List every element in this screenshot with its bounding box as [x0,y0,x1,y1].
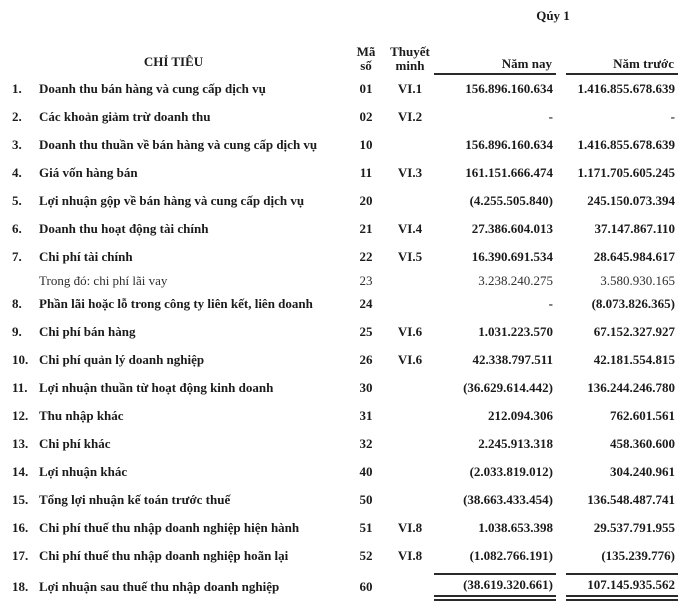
row-number: 11. [12,380,28,395]
row-current-value: 212.094.306 [488,408,553,423]
col-header-nam-truoc-label: Năm trước [566,56,678,75]
row-code: 52 [359,548,373,563]
table-row [1,290,678,318]
table-row [1,103,678,131]
row-label: Trong đó: chi phí lãi vay [39,272,168,288]
row-current-value: 1.031.223.570 [478,324,553,339]
row-prior-value: (8.073.826.365) [591,296,675,311]
row-note [386,430,434,458]
table-subrow-interest-expense [1,271,678,290]
total-current-value: (38.619.320.661) [434,573,556,601]
row-note [386,570,434,604]
row-prior-value: 28.645.984.617 [593,249,675,264]
table-row [1,374,678,402]
row-note: VI.2 [397,109,423,124]
row-current-value: 3.238.240.275 [478,272,553,288]
table-row [1,187,678,215]
table-row [1,458,678,486]
table-row [1,131,678,159]
col-header-nam-nay [434,28,556,75]
row-note: VI.4 [397,221,423,236]
row-current-value: (1.082.766.191) [469,548,553,563]
row-prior-value: 1.416.855.678.639 [577,81,675,96]
row-label: Chi phí thuế thu nhập doanh nghiệp hiện hành [39,520,300,535]
row-prior-value [556,570,678,604]
row-note: VI.3 [397,165,423,180]
row-code: 10 [359,137,373,152]
col-header-ma: Mã [356,44,376,59]
row-code: 22 [359,249,373,264]
row-current-value [434,570,556,604]
row-note: VI.6 [397,352,423,367]
row-code: 31 [359,408,373,423]
row-label: Lợi nhuận thuần từ hoạt động kinh doanh [39,380,274,395]
row-current-value: (2.033.819.012) [469,464,553,479]
table-row [1,514,678,542]
row-code: 25 [359,324,373,339]
row-note [386,458,434,486]
row-prior-value: 29.537.791.955 [593,520,675,535]
col-header-ma-so [346,28,386,75]
row-code: 50 [359,492,373,507]
row-note [386,486,434,514]
row-prior-value: 1.416.855.678.639 [577,137,675,152]
row-number: 16. [12,520,29,535]
row-label: Các khoản giảm trừ doanh thu [39,109,211,124]
row-current-value: 1.038.653.398 [478,520,553,535]
row-current-value: 27.386.604.013 [471,221,553,236]
row-label: Lợi nhuận gộp về bán hàng và cung cấp dịch vụ [39,193,305,208]
row-label: Thu nhập khác [39,408,124,423]
row-code: 23 [359,272,373,288]
row-prior-value: 67.152.327.927 [593,324,675,339]
row-prior-value: 3.580.930.165 [600,272,675,288]
row-label: Chi phí tài chính [39,249,133,264]
row-code: 32 [359,436,373,451]
row-number: 9. [12,324,22,339]
row-current-value: 42.338.797.511 [472,352,553,367]
table-row [1,430,678,458]
row-code: 21 [359,221,373,236]
row-number: 12. [12,408,29,423]
row-number: 8. [12,296,22,311]
row-current-value: - [548,109,553,124]
row-label: Lợi nhuận sau thuế thu nhập doanh nghiệp [39,579,280,594]
row-number: 18. [12,579,29,594]
row-note: VI.8 [397,520,423,535]
row-code: 26 [359,352,373,367]
row-prior-value: - [670,109,675,124]
table-row [1,243,678,271]
column-header-row [1,28,678,75]
row-number: 15. [12,492,29,507]
row-label: Chi phí khác [39,436,111,451]
income-statement-table [1,4,678,604]
row-current-value: 2.245.913.318 [478,436,553,451]
row-note [386,402,434,430]
table-row [1,159,678,187]
quarter-label: Qúy 1 [536,8,570,23]
row-current-value: (38.663.433.454) [463,492,553,507]
row-number: 13. [12,436,29,451]
row-note [386,374,434,402]
col-header-thuyet: Thuyết [390,44,430,59]
col-header-chi-tieu: CHỈ TIÊU [143,54,204,69]
row-note: VI.5 [397,249,423,264]
row-label: Lợi nhuận khác [39,464,128,479]
row-label: Chi phí quản lý doanh nghiệp [39,352,205,367]
row-code: 51 [359,520,373,535]
row-prior-value: 762.601.561 [610,408,675,423]
row-label: Doanh thu thuần về bán hàng và cung cấp dịch vụ [39,137,318,152]
col-header-nam-nay-label: Năm nay [434,56,556,75]
row-code: 60 [359,579,373,594]
row-note: VI.6 [397,324,423,339]
row-code: 30 [359,380,373,395]
row-prior-value: 136.244.246.780 [587,380,675,395]
table-row [1,215,678,243]
row-note [386,187,434,215]
row-note [386,271,434,290]
row-current-value: 156.896.160.634 [465,137,553,152]
row-number: 17. [12,548,29,563]
row-current-value: 161.151.666.474 [465,165,553,180]
row-number: 7. [12,249,22,264]
row-label: Phần lãi hoặc lỗ trong công ty liên kết, liên doanh [39,296,313,311]
row-number: 14. [12,464,29,479]
row-number: 5. [12,193,22,208]
row-code: 11 [359,165,373,180]
row-label: Chi phí bán hàng [39,324,136,339]
quarter-header-row [1,4,678,28]
row-current-value: (36.629.614.442) [463,380,553,395]
row-current-value: 16.390.691.534 [471,249,553,264]
row-number: 1. [12,81,22,96]
col-header-nam-truoc [556,28,678,75]
row-label: Doanh thu hoạt động tài chính [39,221,209,236]
row-number [1,271,37,290]
table-row [1,346,678,374]
row-prior-value: 136.548.487.741 [587,492,675,507]
col-header-thuyet-minh [386,28,434,75]
row-prior-value: 458.360.600 [610,436,675,451]
row-code: 40 [359,464,373,479]
col-header-minh: minh [395,58,425,73]
row-label: Tổng lợi nhuận kế toán trước thuế [39,492,231,507]
row-current-value: (4.255.505.840) [469,193,553,208]
row-current-value: 156.896.160.634 [465,81,553,96]
row-current-value: - [548,296,553,311]
table-row-total [1,570,678,604]
row-note: VI.8 [397,548,423,563]
row-code: 20 [359,193,373,208]
row-prior-value: 304.240.961 [610,464,675,479]
row-code: 02 [359,109,373,124]
row-note: VI.1 [397,81,423,96]
table-row [1,542,678,570]
row-number: 6. [12,221,22,236]
row-label: Doanh thu bán hàng và cung cấp dịch vụ [39,81,266,96]
row-prior-value: 1.171.705.605.245 [577,165,675,180]
row-number: 10. [12,352,29,367]
row-prior-value: 42.181.554.815 [593,352,675,367]
row-code: 24 [359,296,373,311]
financial-statement-page [0,4,681,605]
row-number: 2. [12,109,22,124]
row-label: Chi phí thuế thu nhập doanh nghiệp hoãn lại [39,548,289,563]
row-label: Giá vốn hàng bán [39,165,138,180]
row-number: 3. [12,137,22,152]
table-row [1,402,678,430]
total-prior-value: 107.145.935.562 [566,573,678,601]
header-spacer [1,4,434,28]
row-prior-value: (135.239.776) [601,548,675,563]
table-row [1,318,678,346]
row-code: 01 [359,81,373,96]
row-note [386,131,434,159]
table-row [1,486,678,514]
table-row [1,75,678,103]
row-note [386,290,434,318]
row-number: 4. [12,165,22,180]
row-prior-value: 37.147.867.110 [594,221,675,236]
row-prior-value: 245.150.073.394 [587,193,675,208]
col-header-so: số [360,58,372,73]
